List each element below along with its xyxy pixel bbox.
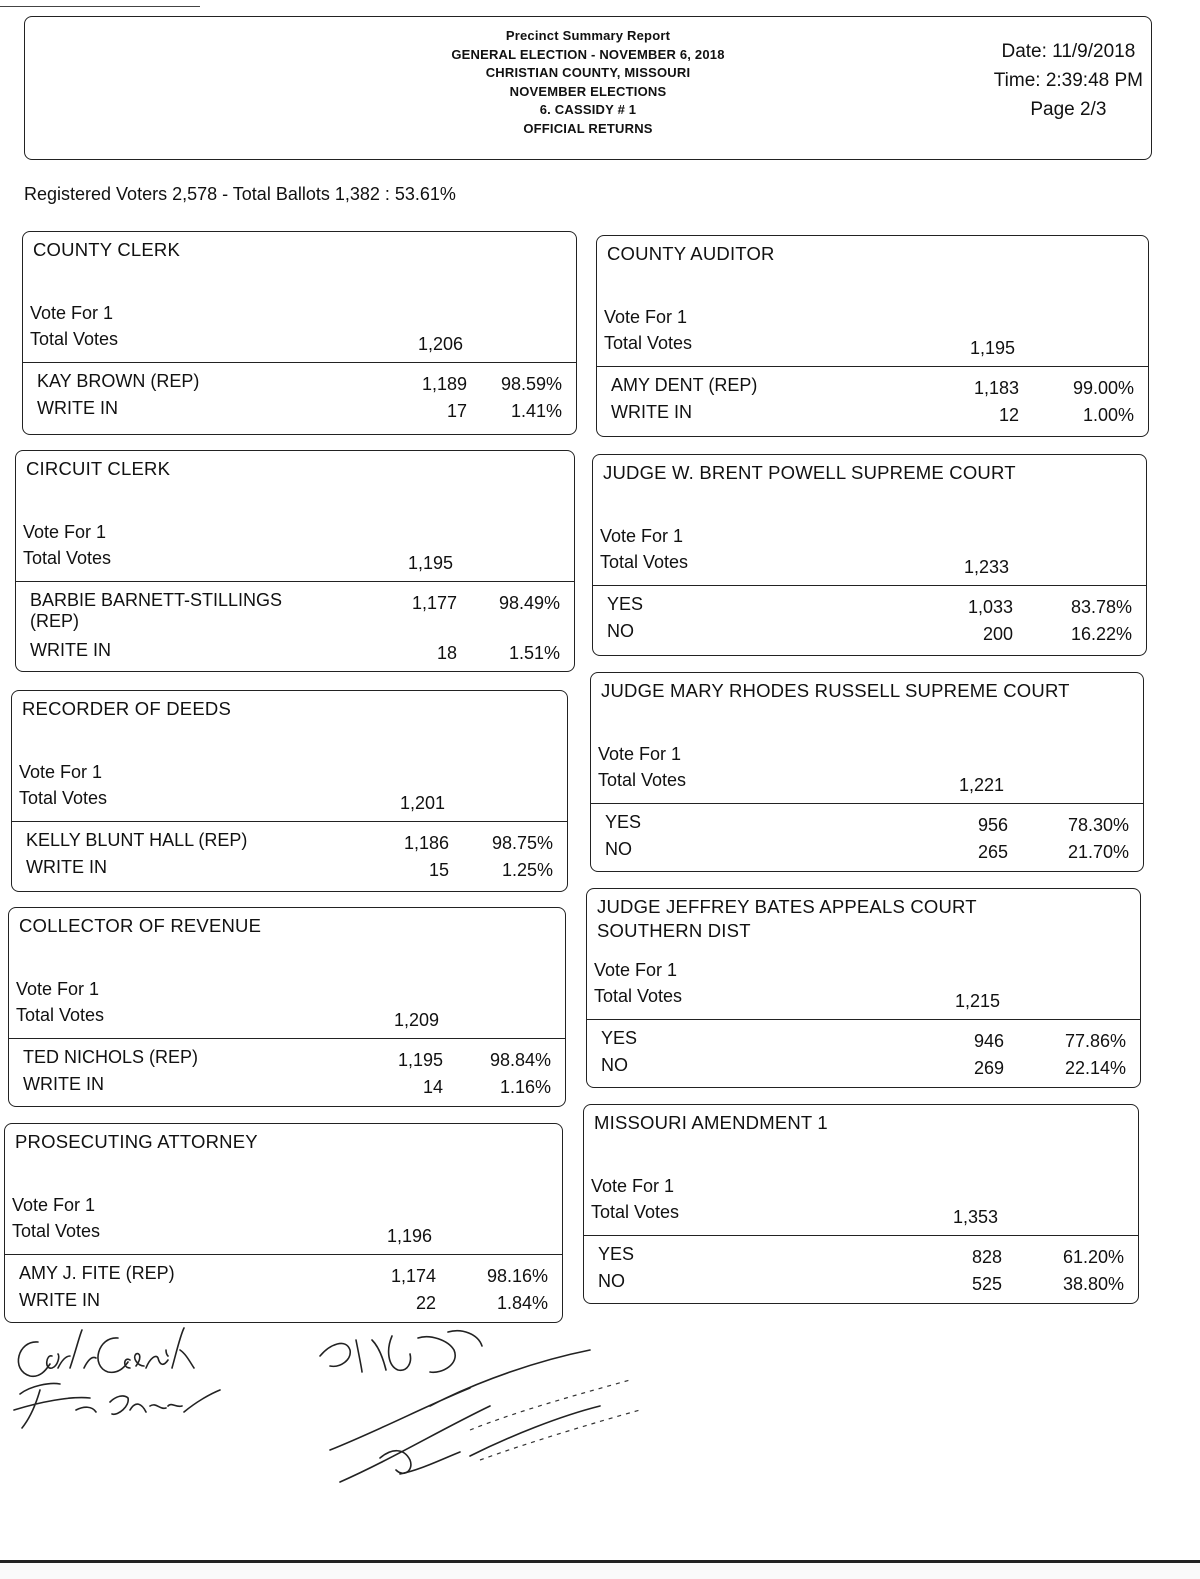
candidate-votes: 269: [973, 1058, 1004, 1078]
vote-for-label: Vote For 1: [12, 1195, 96, 1215]
candidate-votes: 1,183: [973, 378, 1019, 398]
candidate-name: [601, 1028, 637, 1049]
candidate-name: [23, 1074, 104, 1095]
candidate-name: [598, 1244, 634, 1265]
candidate-name-line: YES: [605, 812, 642, 832]
vote-for-label: Vote For 1: [30, 303, 114, 323]
candidate-votes: 22: [415, 1293, 436, 1313]
race-box: [11, 690, 568, 892]
report-title-block: [25, 27, 1151, 138]
race-title: [603, 461, 1136, 485]
candidate-name: [607, 594, 643, 615]
race-title-line: SOUTHERN DIST: [597, 920, 751, 941]
candidate-percent: 1.16%: [499, 1077, 551, 1097]
candidate-name: [605, 839, 632, 860]
race-divider: [597, 366, 1148, 367]
candidate-row: [607, 594, 1132, 620]
total-votes-label: Total Votes: [591, 1202, 680, 1222]
page-number: Page 2/3: [1030, 99, 1107, 120]
total-votes-label: Total Votes: [600, 552, 689, 572]
race-title-line: CIRCUIT CLERK: [26, 458, 171, 479]
race-title-line: COUNTY AUDITOR: [607, 243, 775, 264]
race-title: [597, 895, 1130, 943]
candidate-votes: 200: [982, 624, 1013, 644]
vote-for-label: Vote For 1: [594, 960, 678, 980]
candidate-row: [598, 1244, 1124, 1270]
race-title-line: JUDGE W. BRENT POWELL SUPREME COURT: [603, 462, 1016, 483]
race-title: [33, 238, 566, 262]
candidate-name: [19, 1290, 100, 1311]
race-divider: [12, 821, 567, 822]
candidate-name: [26, 857, 107, 878]
candidate-name: [26, 830, 247, 851]
total-votes-label: Total Votes: [12, 1221, 101, 1241]
candidate-name-line: AMY J. FITE (REP): [19, 1263, 175, 1283]
race-box: [4, 1123, 563, 1323]
candidate-name-line: (REP): [30, 611, 79, 631]
race-divider: [587, 1019, 1140, 1020]
candidate-row: [605, 839, 1129, 865]
candidate-percent: 38.80%: [1062, 1274, 1124, 1294]
election-name: GENERAL ELECTION - NOVEMBER 6, 2018: [451, 46, 725, 62]
race-divider: [591, 803, 1143, 804]
race-title: [607, 242, 1138, 266]
candidate-row: [611, 375, 1134, 401]
vote-for-label: Vote For 1: [19, 762, 103, 782]
candidate-votes: 1,195: [397, 1050, 443, 1070]
returns-type: OFFICIAL RETURNS: [523, 120, 653, 136]
race-title: [22, 697, 557, 721]
candidate-votes: 1,033: [967, 597, 1013, 617]
race-divider: [584, 1235, 1138, 1236]
candidate-votes: 12: [998, 405, 1019, 425]
candidate-percent: 98.75%: [491, 833, 553, 853]
candidate-percent: 1.41%: [510, 401, 562, 421]
race-title-line: COLLECTOR OF REVENUE: [19, 915, 262, 936]
total-votes-value: 1,233: [963, 557, 1009, 577]
candidate-name: [607, 621, 634, 642]
candidate-name-line: WRITE IN: [37, 398, 118, 418]
candidate-percent: 1.00%: [1082, 405, 1134, 425]
county-name: CHRISTIAN COUNTY, MISSOURI: [485, 65, 691, 80]
candidate-name: [598, 1271, 625, 1292]
vote-for-label: Vote For 1: [23, 522, 107, 542]
candidate-votes: 828: [971, 1247, 1002, 1267]
candidate-votes: 1,174: [390, 1266, 436, 1286]
scan-bottom-edge: [0, 1560, 1200, 1579]
race-title: [15, 1130, 552, 1154]
race-title-line: JUDGE MARY RHODES RUSSELL SUPREME COURT: [601, 680, 1070, 701]
candidate-name-line: NO: [607, 621, 634, 641]
race-title: [19, 914, 555, 938]
candidate-percent: 16.22%: [1070, 624, 1132, 644]
candidate-percent: 22.14%: [1064, 1058, 1126, 1078]
candidate-name: [611, 402, 692, 423]
candidate-votes: 946: [973, 1031, 1004, 1051]
candidate-name-line: BARBIE BARNETT-STILLINGS: [30, 590, 283, 610]
candidate-row: [19, 1263, 548, 1289]
candidate-votes: 1,189: [421, 374, 467, 394]
total-votes-label: Total Votes: [30, 329, 119, 349]
total-votes-value: 1,209: [393, 1010, 439, 1030]
candidate-name-line: NO: [605, 839, 632, 859]
candidate-votes: 1,186: [403, 833, 449, 853]
candidate-percent: 1.51%: [508, 643, 560, 663]
report-title: Precinct Summary Report: [505, 28, 671, 43]
candidate-percent: 21.70%: [1067, 842, 1129, 862]
candidate-row: [23, 1047, 551, 1073]
candidate-percent: 1.84%: [496, 1293, 548, 1313]
candidate-votes: 1,177: [411, 593, 457, 613]
vote-for-label: Vote For 1: [598, 744, 682, 764]
candidate-percent: 61.20%: [1062, 1247, 1124, 1267]
race-title-line: JUDGE JEFFREY BATES APPEALS COURT: [597, 896, 977, 917]
race-box: [8, 907, 566, 1107]
candidate-votes: 18: [436, 643, 457, 663]
total-votes-label: Total Votes: [604, 333, 693, 353]
report-meta: [994, 37, 1143, 124]
candidate-name: [601, 1055, 628, 1076]
candidate-row: [607, 621, 1132, 647]
total-votes-label: Total Votes: [16, 1005, 105, 1025]
report-header: [24, 16, 1152, 160]
race-box: [596, 235, 1149, 437]
race-box: [590, 672, 1144, 872]
race-box: [583, 1104, 1139, 1304]
candidate-name: [611, 375, 757, 396]
report-time: Time: 2:39:48 PM: [993, 70, 1143, 91]
candidate-name-line: TED NICHOLS (REP): [23, 1047, 199, 1067]
signatures: [0, 1310, 660, 1500]
candidate-name-line: KAY BROWN (REP): [37, 371, 200, 391]
total-votes-value: 1,215: [954, 991, 1000, 1011]
candidate-percent: 78.30%: [1067, 815, 1129, 835]
total-votes-label: Total Votes: [598, 770, 687, 790]
total-votes-value: 1,195: [407, 553, 453, 573]
candidate-row: [37, 371, 562, 397]
candidate-row: [605, 812, 1129, 838]
candidate-name-line: WRITE IN: [23, 1074, 104, 1094]
candidate-votes: 15: [428, 860, 449, 880]
race-title-line: PROSECUTING ATTORNEY: [15, 1131, 258, 1152]
candidate-name: [30, 640, 111, 661]
candidate-row: [611, 402, 1134, 428]
candidate-name-line: WRITE IN: [611, 402, 692, 422]
candidate-name-line: WRITE IN: [19, 1290, 100, 1310]
candidate-name: [37, 371, 199, 392]
candidate-row: [30, 640, 560, 666]
candidate-name-line: KELLY BLUNT HALL (REP): [26, 830, 248, 850]
race-title: [26, 457, 564, 481]
scan-top-edge: [0, 0, 200, 7]
candidate-name-line: NO: [601, 1055, 628, 1075]
race-title-line: COUNTY CLERK: [33, 239, 181, 260]
report-date: Date: 11/9/2018: [1001, 41, 1136, 62]
candidate-name-line: AMY DENT (REP): [611, 375, 758, 395]
vote-for-label: Vote For 1: [604, 307, 688, 327]
total-votes-value: 1,195: [969, 338, 1015, 358]
candidate-row: [601, 1055, 1126, 1081]
race-divider: [9, 1038, 565, 1039]
race-box: [15, 450, 575, 672]
candidate-percent: 98.59%: [500, 374, 562, 394]
race-box: [586, 888, 1141, 1088]
race-title-line: MISSOURI AMENDMENT 1: [594, 1112, 828, 1133]
race-title: [594, 1111, 1128, 1135]
vote-for-label: Vote For 1: [16, 979, 100, 999]
candidate-row: [26, 857, 553, 883]
race-divider: [593, 585, 1146, 586]
candidate-percent: 98.16%: [486, 1266, 548, 1286]
election-group: NOVEMBER ELECTIONS: [509, 83, 667, 99]
total-votes-label: Total Votes: [594, 986, 683, 1006]
candidate-row: [601, 1028, 1126, 1054]
candidate-name-line: WRITE IN: [26, 857, 107, 877]
candidate-row: [37, 398, 562, 424]
candidate-votes: 525: [971, 1274, 1002, 1294]
race-divider: [16, 581, 574, 582]
candidate-name: [19, 1263, 175, 1284]
race-box: [592, 454, 1147, 656]
candidate-name-line: NO: [598, 1271, 625, 1291]
total-votes-value: 1,221: [958, 775, 1004, 795]
candidate-name: [30, 590, 282, 632]
candidate-row: [23, 1074, 551, 1100]
candidate-name-line: WRITE IN: [30, 640, 111, 660]
candidate-percent: 99.00%: [1072, 378, 1134, 398]
total-votes-value: 1,353: [952, 1207, 998, 1227]
candidate-votes: 17: [446, 401, 467, 421]
total-votes-value: 1,196: [386, 1226, 432, 1246]
candidate-name-line: YES: [601, 1028, 638, 1048]
candidate-votes: 265: [977, 842, 1008, 862]
total-votes-label: Total Votes: [19, 788, 108, 808]
candidate-row: [30, 590, 560, 631]
total-votes-value: 1,201: [399, 793, 445, 813]
candidate-row: [598, 1271, 1124, 1297]
candidate-percent: 1.25%: [501, 860, 553, 880]
race-box: [22, 231, 577, 435]
total-votes-label: Total Votes: [23, 548, 112, 568]
candidate-votes: 956: [977, 815, 1008, 835]
race-divider: [5, 1254, 562, 1255]
candidate-percent: 98.84%: [489, 1050, 551, 1070]
candidate-name: [605, 812, 641, 833]
candidate-name-line: YES: [598, 1244, 635, 1264]
candidate-row: [26, 830, 553, 856]
vote-for-label: Vote For 1: [591, 1176, 675, 1196]
candidate-percent: 77.86%: [1064, 1031, 1126, 1051]
candidate-name: [23, 1047, 198, 1068]
race-divider: [23, 362, 576, 363]
candidate-percent: 83.78%: [1070, 597, 1132, 617]
candidate-name-line: YES: [607, 594, 644, 614]
precinct-name: 6. CASSIDY # 1: [539, 102, 637, 117]
candidate-votes: 14: [422, 1077, 443, 1097]
candidate-name: [37, 398, 118, 419]
candidate-percent: 98.49%: [498, 593, 560, 613]
race-title-line: RECORDER OF DEEDS: [22, 698, 231, 719]
total-votes-value: 1,206: [417, 334, 463, 354]
race-title: [601, 679, 1133, 703]
vote-for-label: Vote For 1: [600, 526, 684, 546]
turnout-summary: Registered Voters 2,578 - Total Ballots 1,382 : 53.61%: [24, 184, 456, 204]
